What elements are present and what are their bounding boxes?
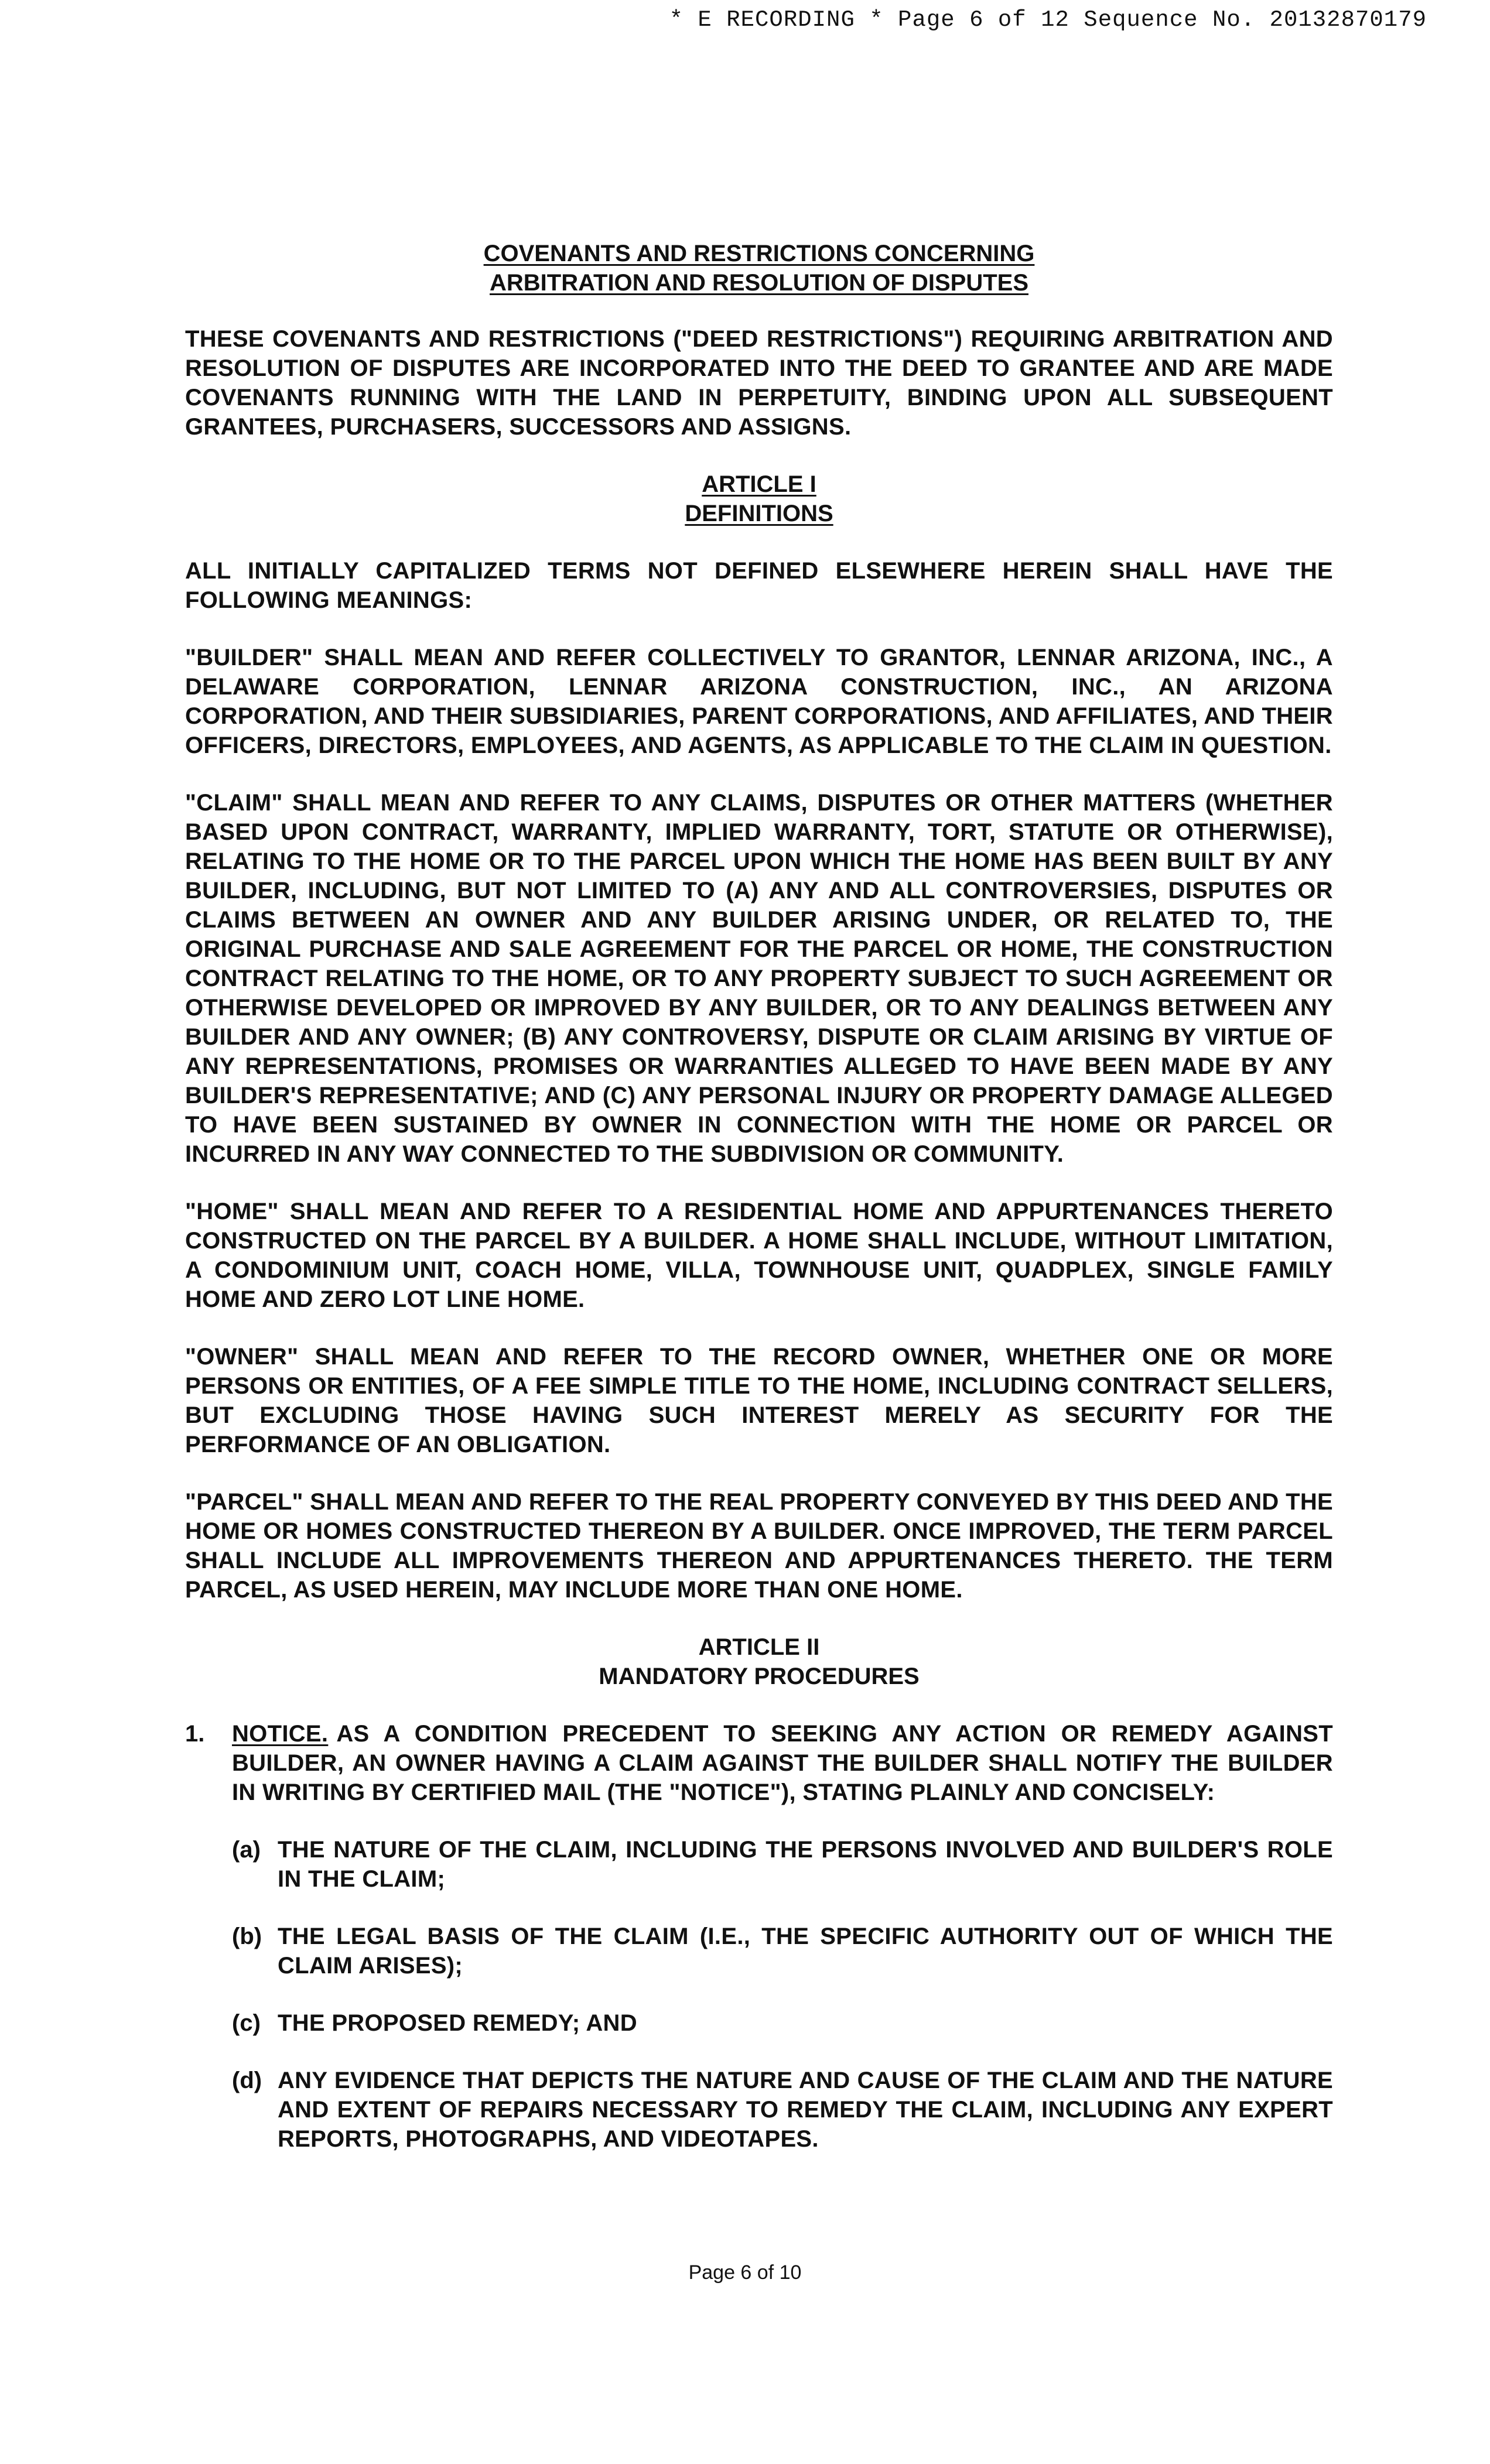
document-body [185, 239, 1333, 2182]
recording-stamp: * E RECORDING * Page 6 of 12 Sequence No. 20132870179 [669, 7, 1427, 33]
definition-home: "HOME" SHALL MEAN AND REFER TO A RESIDENTIAL HOME AND APPURTENANCES THERETO CONSTRUCTED ON THE PARCEL BY A BUILDER. A HOME SHALL INCLUDE, WITHOUT LIMITATION, A CONDOMINIUM UNIT, COACH HOME, VILLA, TOWNHOUSE UNIT, QUADPLEX, SINGLE FAMILY HOME AND ZERO LOT LINE HOME. [185, 1199, 1333, 1312]
procedure-item-notice [185, 1719, 1333, 1807]
definitions-lead: ALL INITIALLY CAPITALIZED TERMS NOT DEFINED ELSEWHERE HEREIN SHALL HAVE THE FOLLOWING MEANINGS: [185, 558, 1333, 613]
document-title [185, 239, 1333, 297]
article-2-title: ARTICLE II [698, 1634, 820, 1660]
title-line-2: ARBITRATION AND RESOLUTION OF DISPUTES [490, 270, 1028, 296]
list-item-text: THE NATURE OF THE CLAIM, INCLUDING THE PERSONS INVOLVED AND BUILDER'S ROLE IN THE CLAIM; [278, 1837, 1333, 1892]
definition-owner: "OWNER" SHALL MEAN AND REFER TO THE RECORD OWNER, WHETHER ONE OR MORE PERSONS OR ENTITIES, OF A FEE SIMPLE TITLE TO THE HOME, INCLUDING CONTRACT SELLERS, BUT EXCLUDING THOSE HAVING SUCH INTEREST MERELY AS SECURITY FOR THE PERFORMANCE OF AN OBLIGATION. [185, 1344, 1333, 1457]
list-item [232, 1835, 1333, 1894]
item-number: 1. [185, 1721, 205, 1747]
definition-claim: "CLAIM" SHALL MEAN AND REFER TO ANY CLAIMS, DISPUTES OR OTHER MATTERS (WHETHER BASED UPON CONTRACT, WARRANTY, IMPLIED WARRANTY, TORT, STATUTE OR OTHERWISE), RELATING TO THE HOME OR TO THE PARCEL UPON WHICH THE HOME HAS BEEN BUILT BY ANY BUILDER, INCLUDING, BUT NOT LIMITED TO (A) ANY AND ALL CONTROVERSIES, DISPUTES OR CLAIMS BETWEEN AN OWNER AND ANY BUILDER ARISING UNDER, OR RELATED TO, THE ORIGINAL PURCHASE AND SALE AGREEMENT FOR THE PARCEL OR HOME, THE CONSTRUCTION CONTRACT RELATING TO THE HOME, OR TO ANY PROPERTY SUBJECT TO SUCH AGREEMENT OR OTHERWISE DEVELOPED OR IMPROVED BY ANY BUILDER, OR TO ANY DEALINGS BETWEEN ANY BUILDER AND ANY OWNER; (B) ANY CONTROVERSY, DISPUTE OR CLAIM ARISING BY VIRTUE OF ANY REPRESENTATIONS, PROMISES OR WARRANTIES ALLEGED TO HAVE BEEN MADE BY ANY BUILDER'S REPRESENTATIVE; AND (C) ANY PERSONAL INJURY OR PROPERTY DAMAGE ALLEGED TO HAVE BEEN SUSTAINED BY OWNER IN CONNECTION WITH THE HOME OR PARCEL OR INCURRED IN ANY WAY CONNECTED TO THE SUBDIVISION OR COMMUNITY. [185, 790, 1333, 1167]
definition-builder: "BUILDER" SHALL MEAN AND REFER COLLECTIVELY TO GRANTOR, LENNAR ARIZONA, INC., A DELAWARE CORPORATION, LENNAR ARIZONA CONSTRUCTION, INC., AN ARIZONA CORPORATION, AND THEIR SUBSIDIARIES, PARENT CORPORATIONS, AND AFFILIATES, AND THEIR OFFICERS, DIRECTORS, EMPLOYEES, AND AGENTS, AS APPLICABLE TO THE CLAIM IN QUESTION. [185, 645, 1333, 758]
list-item-text: THE LEGAL BASIS OF THE CLAIM (I.E., THE SPECIFIC AUTHORITY OUT OF WHICH THE CLAIM ARISES); [278, 1924, 1333, 1979]
title-line-1: COVENANTS AND RESTRICTIONS CONCERNING [483, 241, 1035, 266]
list-item-text: ANY EVIDENCE THAT DEPICTS THE NATURE AND CAUSE OF THE CLAIM AND THE NATURE AND EXTENT OF REPAIRS NECESSARY TO REMEDY THE CLAIM, INCLUDING ANY EXPERT REPORTS, PHOTOGRAPHS, AND VIDEOTAPES. [278, 2068, 1333, 2152]
item-text: AS A CONDITION PRECEDENT TO SEEKING ANY ACTION OR REMEDY AGAINST BUILDER, AN OWNER HAVING A CLAIM AGAINST THE BUILDER SHALL NOTIFY THE BUILDER IN WRITING BY CERTIFIED MAIL (THE "NOTICE"), STATING PLAINLY AND CONCISELY: [232, 1721, 1333, 1805]
list-item-letter: (d) [232, 2068, 262, 2093]
article-2-subtitle: MANDATORY PROCEDURES [599, 1664, 920, 1689]
page-footer: Page 6 of 10 [688, 2261, 802, 2284]
list-item [232, 2066, 1333, 2154]
notice-requirements-list [232, 1835, 1333, 2154]
article-1-subtitle: DEFINITIONS [685, 501, 833, 526]
list-item-text: THE PROPOSED REMEDY; AND [278, 2010, 637, 2036]
list-item [232, 2008, 1333, 2038]
list-item-letter: (c) [232, 2010, 261, 2036]
list-item-letter: (a) [232, 1837, 261, 1863]
intro-paragraph: THESE COVENANTS AND RESTRICTIONS ("DEED RESTRICTIONS") REQUIRING ARBITRATION AND RESOLUTION OF DISPUTES ARE INCORPORATED INTO THE DEED TO GRANTEE AND ARE MADE COVENANTS RUNNING WITH THE LAND IN PERPETUITY, BINDING UPON ALL SUBSEQUENT GRANTEES, PURCHASERS, SUCCESSORS AND ASSIGNS. [185, 326, 1333, 440]
item-title: NOTICE. [232, 1721, 329, 1747]
list-item [232, 1922, 1333, 1980]
list-item-letter: (b) [232, 1924, 262, 1949]
article-1-title: ARTICLE I [702, 471, 816, 497]
article-1-heading [185, 470, 1333, 528]
item-body [232, 1719, 1333, 1807]
article-2-heading [185, 1633, 1333, 1691]
definition-parcel: "PARCEL" SHALL MEAN AND REFER TO THE REAL PROPERTY CONVEYED BY THIS DEED AND THE HOME OR HOMES CONSTRUCTED THEREON BY A BUILDER. ONCE IMPROVED, THE TERM PARCEL SHALL INCLUDE ALL IMPROVEMENTS THEREON AND APPURTENANCES THERETO. THE TERM PARCEL, AS USED HEREIN, MAY INCLUDE MORE THAN ONE HOME. [185, 1489, 1333, 1603]
